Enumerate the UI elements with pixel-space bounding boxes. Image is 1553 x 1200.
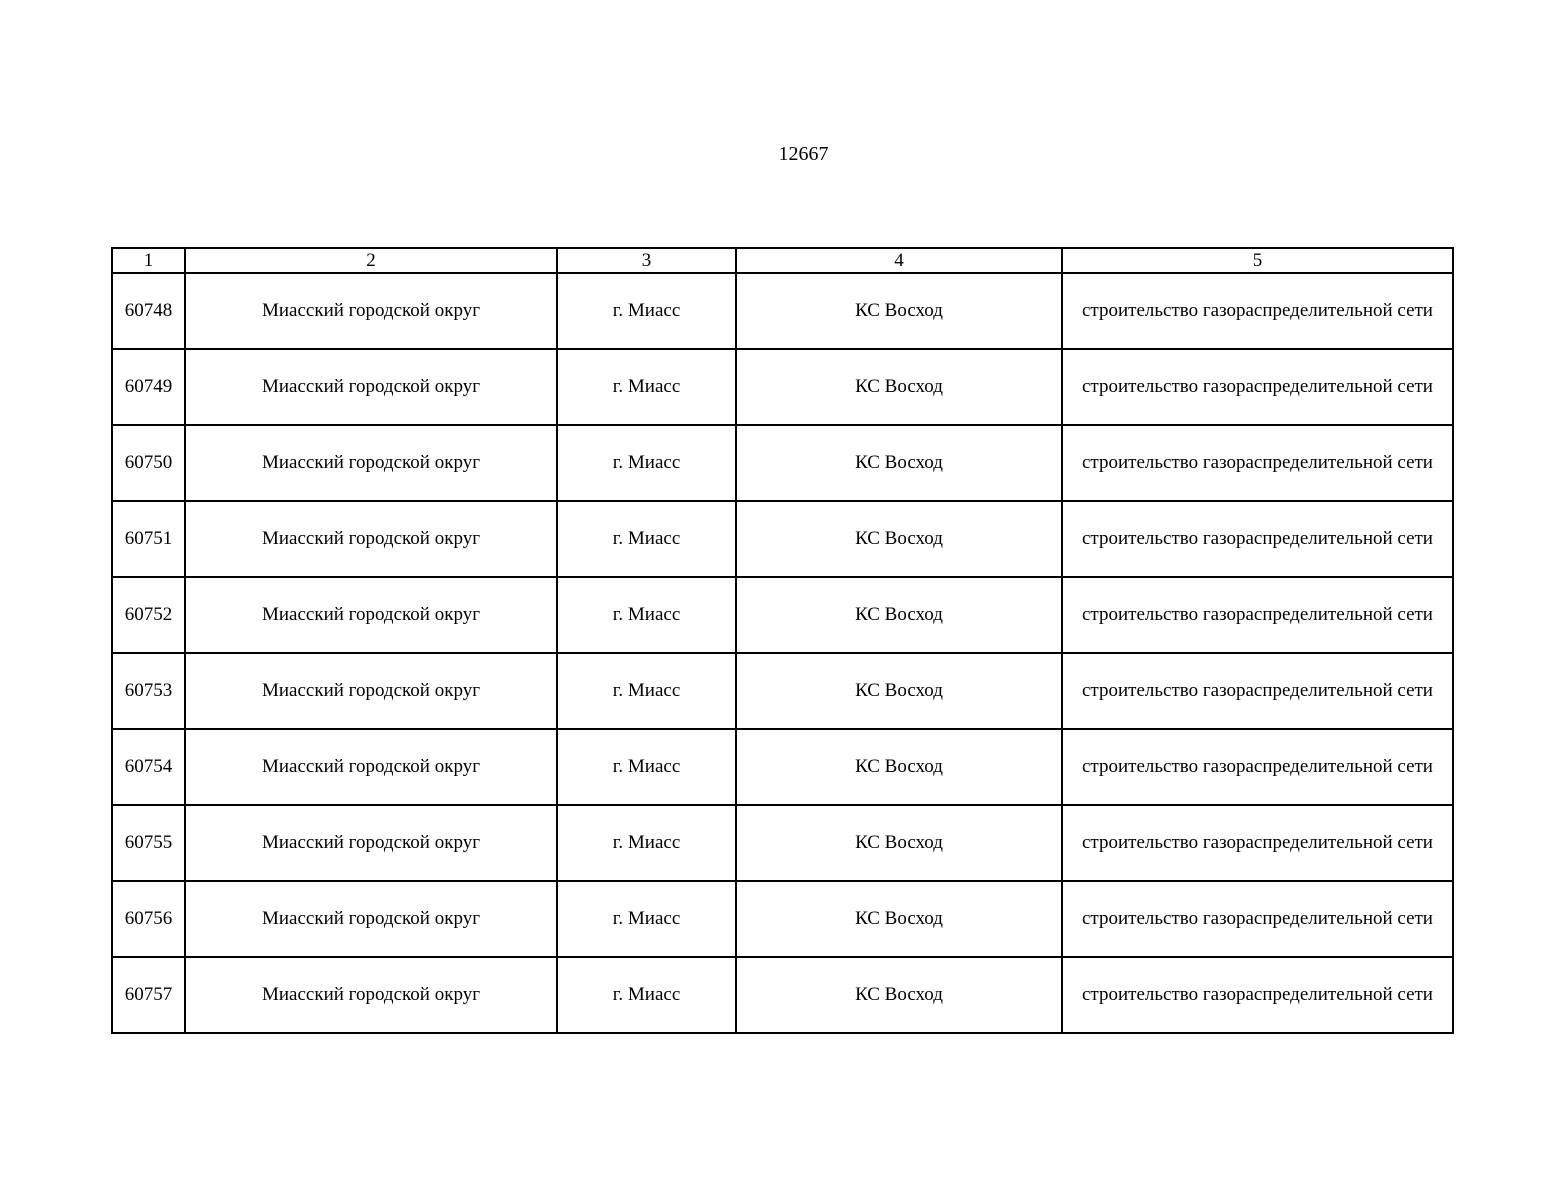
row-id-cell: 60752 [112,577,185,653]
object-cell: КС Восход [736,957,1062,1033]
district-cell: Миасский городской округ [185,501,557,577]
row-id-cell: 60750 [112,425,185,501]
locality-cell: г. Миасс [557,273,736,349]
table-row [112,577,1453,653]
column-header-4: 4 [736,248,1062,273]
description-cell: строительство газораспределительной сети [1062,805,1453,881]
district-cell: Миасский городской округ [185,577,557,653]
object-cell: КС Восход [736,425,1062,501]
description-cell: строительство газораспределительной сети [1062,349,1453,425]
row-id-cell: 60757 [112,957,185,1033]
locality-cell: г. Миасс [557,729,736,805]
locality-cell: г. Миасс [557,577,736,653]
table-row [112,349,1453,425]
district-cell: Миасский городской округ [185,425,557,501]
table-row [112,805,1453,881]
description-cell: строительство газораспределительной сети [1062,577,1453,653]
object-cell: КС Восход [736,729,1062,805]
data-table [111,247,1454,1034]
description-cell: строительство газораспределительной сети [1062,273,1453,349]
table-row [112,653,1453,729]
row-id-cell: 60754 [112,729,185,805]
description-cell: строительство газораспределительной сети [1062,425,1453,501]
locality-cell: г. Миасс [557,881,736,957]
locality-cell: г. Миасс [557,653,736,729]
description-cell: строительство газораспределительной сети [1062,881,1453,957]
object-cell: КС Восход [736,349,1062,425]
column-header-2: 2 [185,248,557,273]
object-cell: КС Восход [736,273,1062,349]
description-cell: строительство газораспределительной сети [1062,501,1453,577]
row-id-cell: 60748 [112,273,185,349]
column-header-5: 5 [1062,248,1453,273]
object-cell: КС Восход [736,577,1062,653]
district-cell: Миасский городской округ [185,881,557,957]
object-cell: КС Восход [736,805,1062,881]
district-cell: Миасский городской округ [185,653,557,729]
table-row [112,501,1453,577]
district-cell: Миасский городской округ [185,805,557,881]
table-row [112,425,1453,501]
description-cell: строительство газораспределительной сети [1062,957,1453,1033]
page-number: 12667 [778,143,829,165]
locality-cell: г. Миасс [557,805,736,881]
district-cell: Миасский городской округ [185,729,557,805]
locality-cell: г. Миасс [557,501,736,577]
row-id-cell: 60749 [112,349,185,425]
locality-cell: г. Миасс [557,349,736,425]
object-cell: КС Восход [736,501,1062,577]
table-row [112,729,1453,805]
district-cell: Миасский городской округ [185,349,557,425]
object-cell: КС Восход [736,881,1062,957]
locality-cell: г. Миасс [557,425,736,501]
district-cell: Миасский городской округ [185,273,557,349]
description-cell: строительство газораспределительной сети [1062,653,1453,729]
table-header-row [112,248,1453,273]
row-id-cell: 60753 [112,653,185,729]
description-cell: строительство газораспределительной сети [1062,729,1453,805]
locality-cell: г. Миасс [557,957,736,1033]
district-cell: Миасский городской округ [185,957,557,1033]
table-row [112,957,1453,1033]
row-id-cell: 60751 [112,501,185,577]
table-row [112,273,1453,349]
table-row [112,881,1453,957]
row-id-cell: 60756 [112,881,185,957]
column-header-1: 1 [112,248,185,273]
column-header-3: 3 [557,248,736,273]
object-cell: КС Восход [736,653,1062,729]
row-id-cell: 60755 [112,805,185,881]
